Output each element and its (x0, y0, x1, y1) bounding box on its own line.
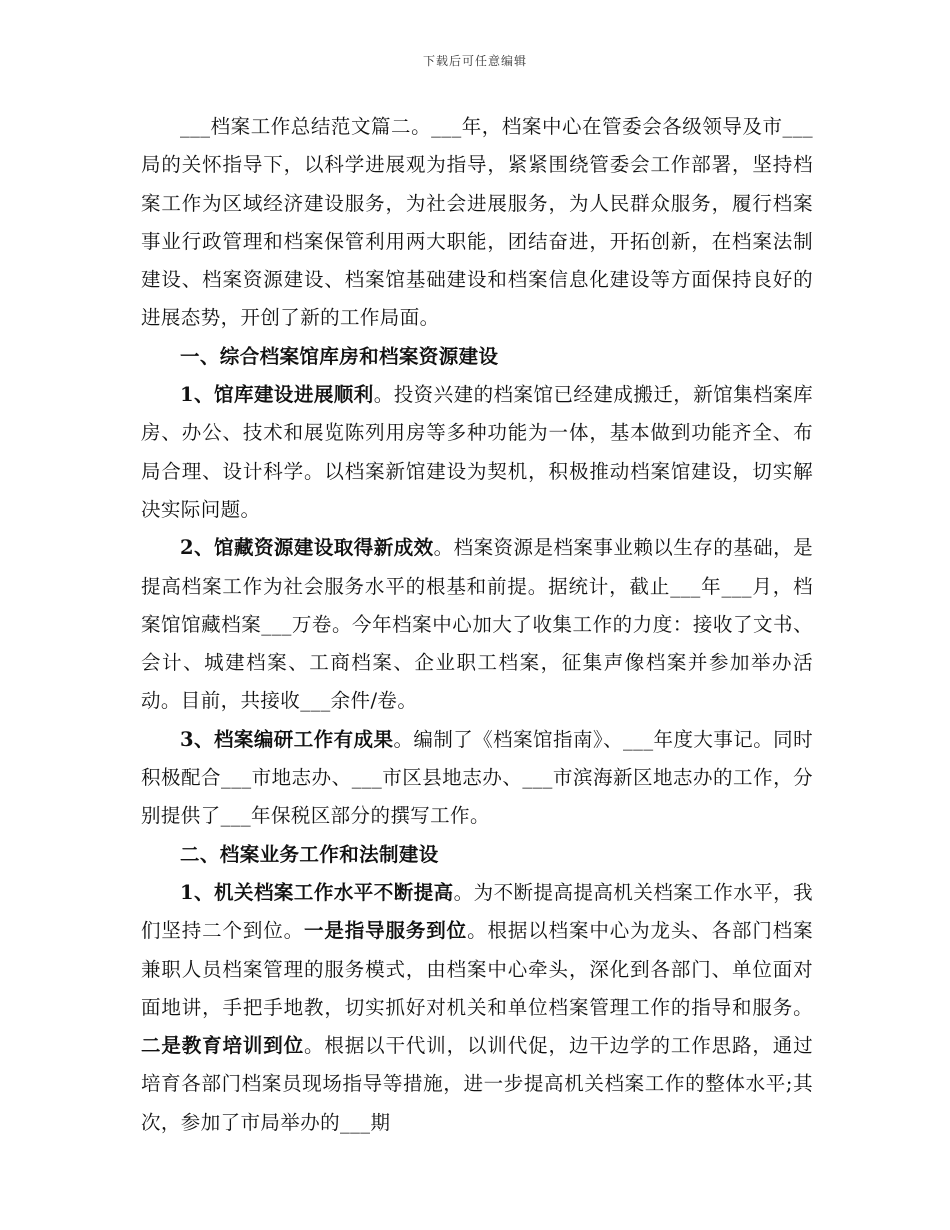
paragraph-collection-resources (141, 529, 813, 720)
paragraph-library-construction (141, 376, 813, 529)
subheading-compilation-research: 3、档案编研工作有成果 (180, 727, 394, 751)
paragraph-text: 。投资兴建的档案馆已经建成搬迁，新馆集档案库房、办公、技术和展览陈列用房等多种功能为一体，基本做到功能齐全、布局合理、设计科学。以档案新馆建设为契机，积极推动档案馆建设，切实解决实际问题。 (141, 383, 813, 521)
subheading-collection-resources: 2、馆藏资源建设取得新成效 (180, 536, 434, 560)
paragraph-text: 。编制了《档案馆指南》、___年度大事记。同时积极配合___市地志办、___市区县地志办、___市滨海新区地志办的工作，分别提供了___年保税区部分的撰写工作。 (141, 727, 814, 828)
emphasis-guidance-service: 一是指导服务到位 (304, 919, 468, 943)
paragraph-text: 。档案资源是档案事业赖以生存的基础，是提高档案工作为社会服务水平的根基和前提。据统计，截止___年___月，档案馆馆藏档案___万卷。今年档案中心加大了收集工作的力度：接收了文书、会计、城建档案、工商档案、企业职工档案，征集声像档案并参加举办活动。目前，共接收___余件/卷。 (141, 536, 813, 713)
page-header: 下载后可任意编辑 (422, 54, 527, 68)
paragraph-agency-archives (141, 874, 813, 1142)
paragraph-text: 。为不断提高提高机关档案工作水平，我们坚持二个到位。 (141, 880, 814, 943)
paragraph-text: 。根据以干代训，以训代促，边干边学的工作思路，通过培育各部门档案员现场指导等措施，进一步提高机关档案工作的整体水平;其次，参加了市局举办的___期 (141, 1034, 813, 1134)
section-heading-1: 一、综合档案馆库房和档案资源建设 (180, 344, 499, 368)
subheading-library-construction: 1、馆库建设进展顺利 (180, 383, 374, 407)
section-heading-2: 二、档案业务工作和法制建设 (180, 842, 439, 866)
paragraph-text: 。根据以档案中心为龙头、各部门档案兼职人员档案管理的服务模式，由档案中心牵头，深化到各部门、单位面对面地讲，手把手地教，切实抓好对机关和单位档案管理工作的指导和服务。 (141, 919, 814, 1019)
paragraph-compilation-research (141, 721, 813, 836)
subheading-agency-archives: 1、机关档案工作水平不断提高 (180, 880, 454, 904)
intro-paragraph: ___档案工作总结范文篇二。___年，档案中心在管委会各级领导及市___局的关怀指导下，以科学进展观为指导，紧紧围绕管委会工作部署，坚持档案工作为区域经济建设服务，为社会进展服务，为人民群众服务，履行档案事业行政管理和档案保管利用两大职能，团结奋进，开拓创新，在档案法制建设、档案资源建设、档案馆基础建设和档案信息化建设等方面保持良好的进展态势，开创了新的工作局面。 (141, 115, 813, 330)
document-body (141, 108, 813, 1142)
emphasis-training: 二是教育培训到位 (141, 1034, 305, 1058)
